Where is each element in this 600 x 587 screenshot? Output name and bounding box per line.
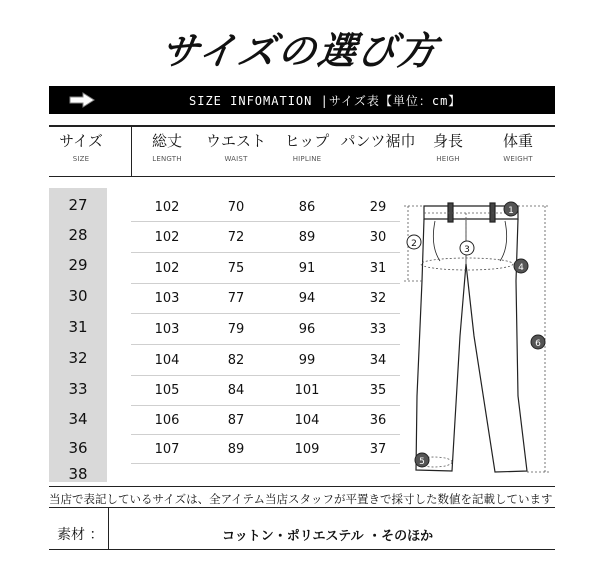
svg-text:3: 3 [464, 245, 470, 255]
material-divider [108, 507, 109, 549]
row-divider [131, 252, 400, 253]
material-bottom-rule [49, 549, 555, 550]
row-divider [131, 405, 400, 406]
row-divider [131, 283, 400, 284]
measurement-note: 当店で表記しているサイズは、全アイテム当店スタッフが平置きで採寸した数値を記載しています [49, 492, 553, 506]
size-label: 38 [68, 465, 88, 483]
material-value: コットン・ポリエステル ・そのほか [222, 529, 434, 544]
svg-text:5: 5 [419, 457, 425, 467]
marker-6 [531, 335, 545, 349]
marker-3 [460, 241, 474, 255]
footer-top-rule [49, 486, 555, 487]
header-divider [131, 125, 132, 177]
header-bottom-rule [49, 176, 555, 177]
size-label: 30 [68, 287, 88, 305]
header-height: 身長 HEIGH [432, 132, 463, 163]
header-top-rule [49, 125, 555, 127]
banner-text: SIZE INFOMATION |サイズ表【単位：cm】 [189, 94, 462, 108]
size-label: 33 [68, 380, 88, 398]
row-divider [131, 463, 400, 464]
row-divider [131, 313, 400, 314]
row-divider [131, 434, 400, 435]
row-divider [131, 221, 400, 222]
svg-text:4: 4 [518, 263, 524, 273]
row-divider [131, 344, 400, 345]
pants-measurement-diagram [400, 186, 560, 484]
size-label: 29 [68, 256, 88, 274]
header-waist: ウエスト WAIST [205, 132, 266, 163]
material-label: 素材 ： [57, 527, 104, 543]
size-label: 31 [68, 318, 88, 336]
header-length: 総丈 LENGTH [151, 132, 182, 163]
size-label: 28 [68, 226, 88, 244]
header-size: サイズ SIZE [59, 132, 103, 163]
marker-1 [504, 202, 518, 216]
svg-text:1: 1 [508, 206, 514, 216]
size-info-banner [49, 86, 555, 114]
header-hip: ヒップ HIPLINE [284, 132, 330, 163]
svg-text:6: 6 [535, 339, 541, 349]
size-label: 34 [68, 410, 88, 428]
right-arrow-icon [69, 92, 95, 108]
page-title: サイズの選び方 [157, 29, 442, 73]
material-top-rule [49, 507, 555, 508]
size-label: 27 [68, 196, 88, 214]
svg-text:2: 2 [411, 239, 417, 249]
header-hem: パンツ裾巾 [340, 132, 416, 150]
marker-5 [415, 453, 429, 467]
marker-4 [514, 259, 528, 273]
size-label: 36 [68, 439, 88, 457]
header-weight: 体重 WEIGHT [502, 132, 533, 163]
size-label: 32 [68, 349, 88, 367]
marker-2 [407, 235, 421, 249]
row-divider [131, 375, 400, 376]
